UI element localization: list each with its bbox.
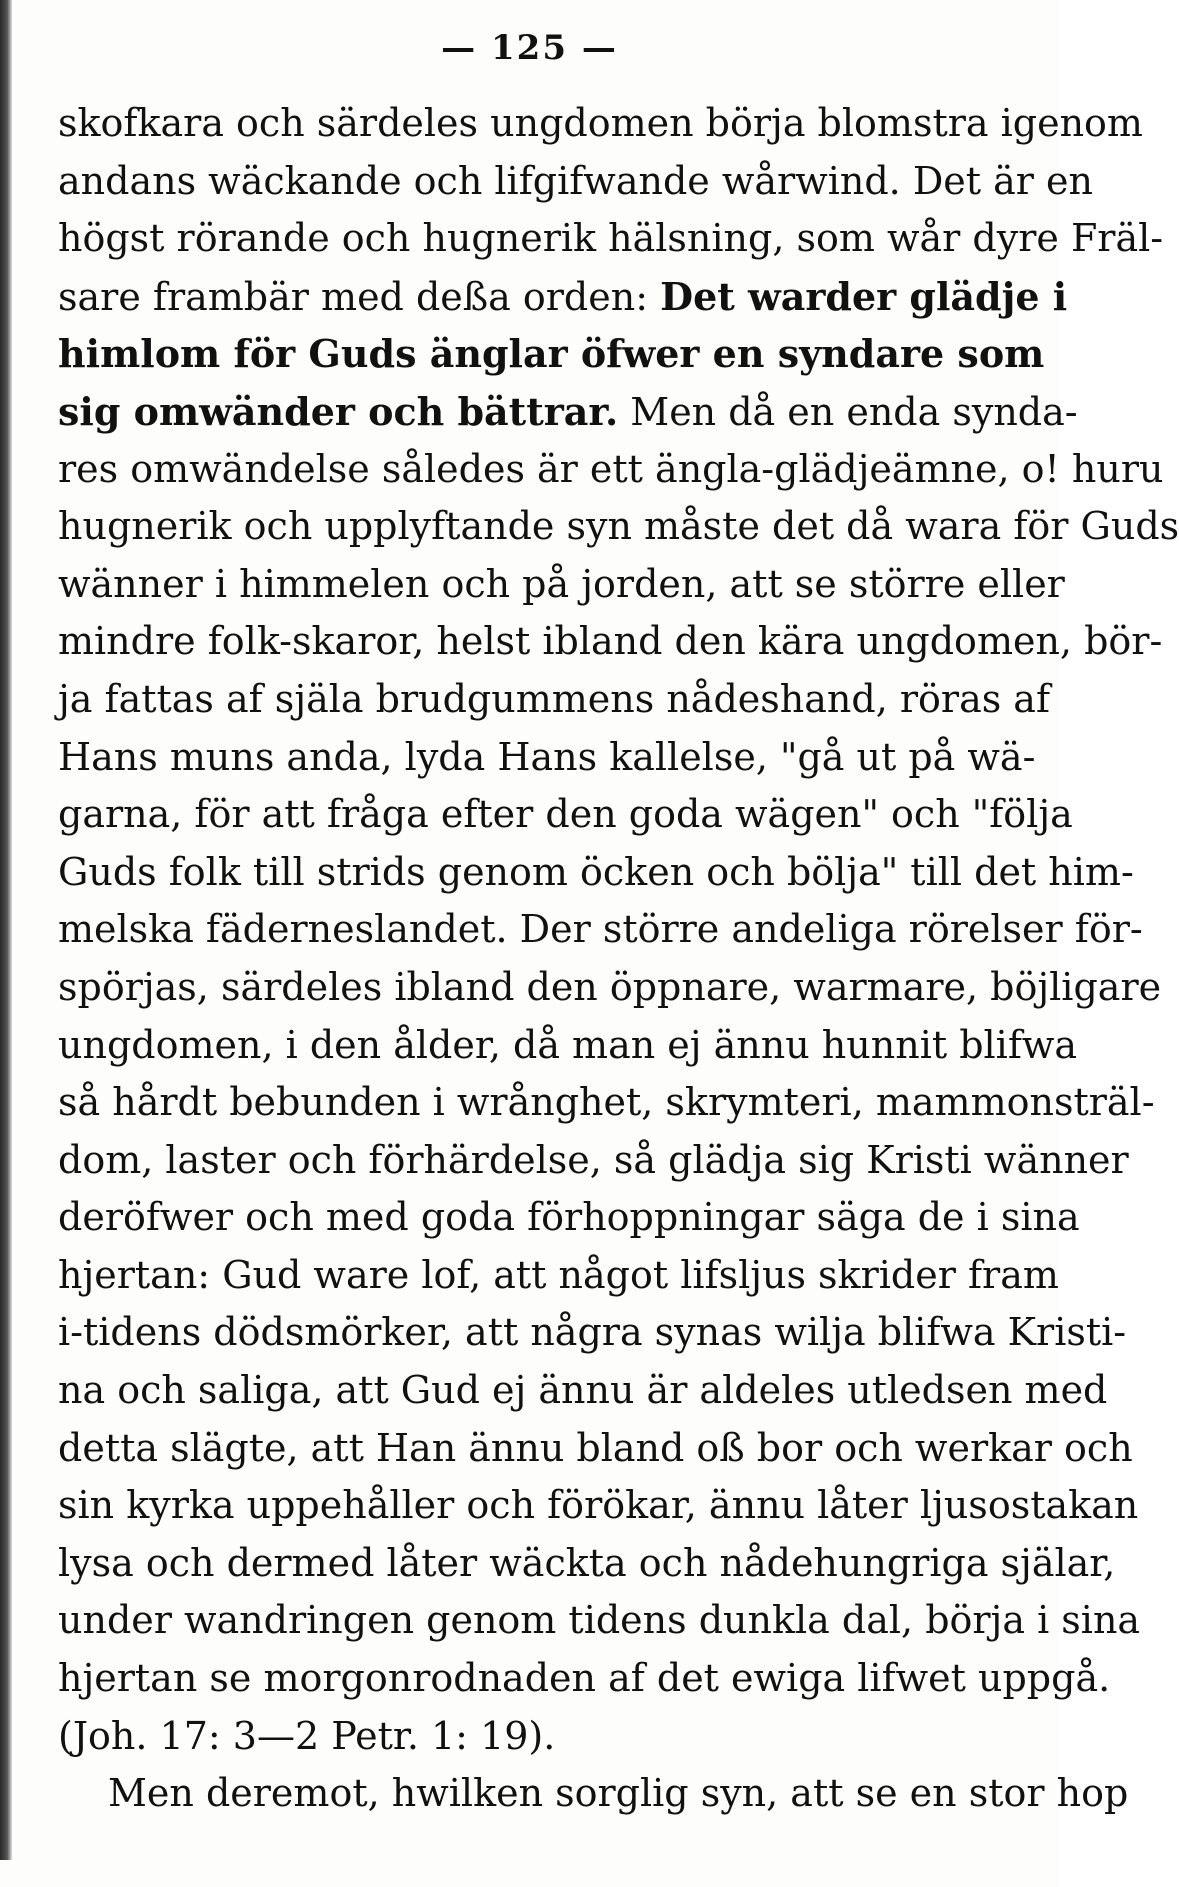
text-line: hugnerik och upplyftande syn måste det då wara för Guds [58,504,1179,549]
text-line: dom, laster och förhärdelse, så glädja sig Kristi wänner [58,1137,1129,1182]
text-line: Hans muns anda, lyda Hans kallelse, "gå ut på wä- [58,734,1036,779]
text-line: Guds folk till strids genom öcken och bölja" till det him- [58,849,1134,894]
text-line-paragraph-start: Men deremot, hwilken sorglig syn, att se en stor hop [108,1771,1129,1816]
text-line: res omwändelse således är ett ängla-glädjeämne, o! huru [58,446,1164,491]
text-line: ungdomen, i den ålder, då man ej ännu hunnit blifwa [58,1022,1078,1067]
text-line: i-tidens dödsmörker, att några synas wilja blifwa Kristi- [58,1310,1127,1355]
text-line [58,268,1068,326]
page-number-header: — 125 — [441,28,618,68]
text-span: Men då en enda synda- [630,389,1078,434]
text-line: så hårdt bebunden i wrånghet, skrymteri, mammonsträl- [58,1080,1155,1125]
text-line: hjertan se morgonrodnaden af det ewiga lifwet uppgå. [58,1656,1111,1701]
text-line: högst rörande och hugnerik hälsning, som wår dyre Fräl- [58,216,1164,261]
text-line: hjertan: Gud ware lof, att något lifsljus skrider fram [58,1252,1059,1297]
emphasized-text: Det warder glädje i [660,273,1068,319]
text-line: detta slägte, att Han ännu bland oß bor och werkar och [58,1425,1133,1470]
page-binding-edge [0,0,12,1860]
text-line: spörjas, särdeles ibland den öppnare, warmare, böjligare [58,964,1162,1009]
text-line-citation: (Joh. 17: 3—2 Petr. 1: 19). [58,1713,556,1758]
emphasized-text: sig omwänder och bättrar. [58,388,619,434]
text-line: andans wäckande och lifgifwande wårwind. Det är en [58,158,1093,203]
text-line: under wandringen genom tidens dunkla dal, börja i sina [58,1598,1141,1643]
text-line [58,383,1078,441]
text-span: sare frambär med deßa orden: [58,274,649,319]
text-line: wänner i himmelen och på jorden, att se större eller [58,561,1065,606]
text-line: lysa och dermed låter wäckta och nådehungriga själar, [58,1540,1116,1585]
text-line: melska fäderneslandet. Der större andeliga rörelser för- [58,907,1143,952]
text-line: skofkara och särdeles ungdomen börja blomstra igenom [58,101,1143,145]
text-line: mindre folk-skaror, helst ibland den kära ungdomen, bör- [58,619,1163,664]
text-line: na och saliga, att Gud ej ännu är aldeles utledsen med [58,1368,1108,1413]
text-line: ja fattas af själa brudgummens nådeshand, röras af [58,676,1051,721]
text-line: sin kyrka uppehåller och förökar, ännu låter ljusostakan [58,1483,1139,1528]
text-line: garna, för att fråga efter den goda wägen" och "följa [58,792,1073,837]
body-text [58,95,1179,1823]
text-line: deröfwer och med goda förhoppningar säga de i sina [58,1195,1080,1240]
text-line-bold: himlom för Guds änglar öfwer en syndare som [58,331,1045,377]
